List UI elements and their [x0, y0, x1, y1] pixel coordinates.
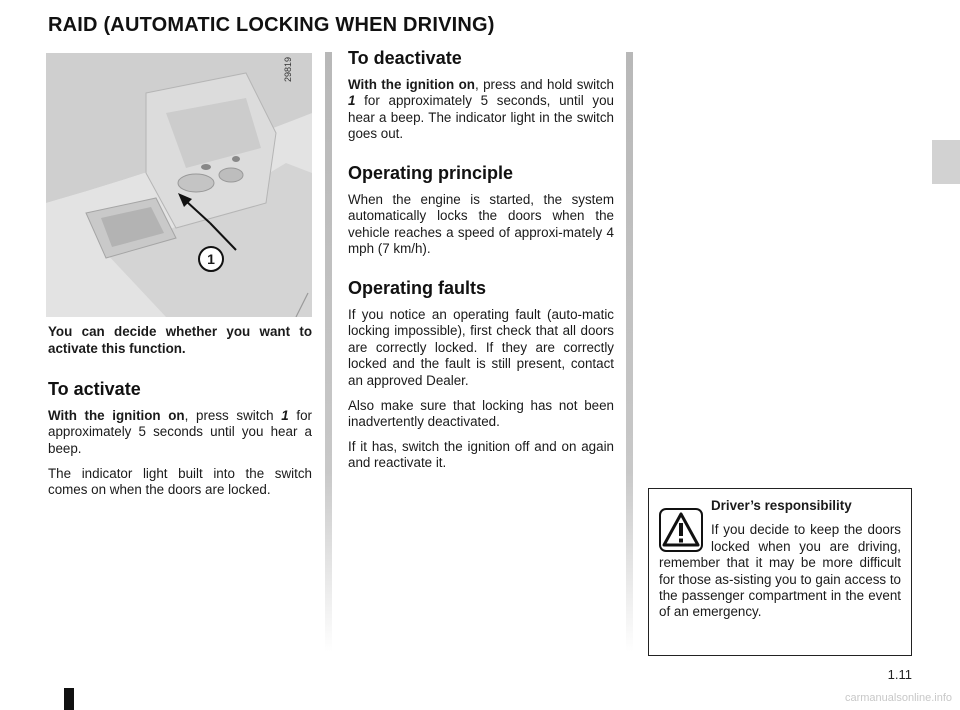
activate-text-b: for approximately 5 seconds until you hear a beep. — [48, 407, 312, 456]
warning-triangle-icon — [659, 508, 703, 552]
activate-lead: With the ignition on — [48, 407, 185, 423]
activate-paragraph — [48, 408, 312, 458]
left-column — [48, 324, 312, 507]
middle-column — [348, 50, 614, 480]
activate-text-a: , press switch — [184, 407, 282, 423]
warning-title: Driver’s responsibility — [711, 498, 852, 513]
intro-text: You can decide whether you want to activate this function. — [48, 324, 312, 356]
overhead-console-photo — [46, 53, 312, 317]
watermark: carmanualsonline.info — [844, 692, 952, 704]
deactivate-lead: With the ignition on — [348, 76, 475, 92]
callout-number: 1 — [198, 246, 224, 272]
warning-box — [648, 488, 912, 656]
principle-heading: Operating principle — [348, 162, 514, 183]
indicator-paragraph: The indicator light built into the switch comes on when the doors are locked. — [48, 465, 312, 498]
faults-heading: Operating faults — [348, 277, 487, 298]
deactivate-text-a: , press and hold switch — [474, 76, 614, 92]
switch-ref: 1 — [348, 93, 356, 109]
corner-mark — [64, 688, 74, 710]
chapter-tab-marker — [932, 140, 960, 184]
overhead-console-illustration — [46, 53, 312, 317]
deactivate-text-b: for approximately 5 seconds, until you hear a beep. The indicator light in the switch goes out. — [348, 93, 614, 142]
deactivate-heading: To deactivate — [348, 48, 462, 68]
column-divider-right — [626, 52, 633, 652]
page-title: RAID (AUTOMATIC LOCKING WHEN DRIVING) — [48, 14, 495, 36]
activate-heading: To activate — [48, 379, 141, 400]
warning-body: If you decide to keep the doors locked when you are driving, remember that it may be more difficult for those as-sisting you to gain access to the passenger compartment in the event of an emergency. — [659, 522, 901, 620]
column-divider-left — [325, 52, 332, 652]
faults-paragraph-3: If it has, switch the ignition off and on again and reactivate it. — [348, 438, 614, 471]
switch-ref: 1 — [281, 407, 289, 423]
faults-paragraph-2: Also make sure that locking has not been inadvertently deactivated. — [348, 397, 614, 430]
deactivate-paragraph — [348, 77, 614, 143]
page-number: 1.11 — [887, 667, 912, 682]
principle-paragraph: When the engine is started, the system automatically locks the doors when the vehicle reaches a speed of approxi-mately 4 mph (7 km/h). — [348, 191, 614, 257]
faults-paragraph-1: If you notice an operating fault (auto-matic locking impossible), first check that all doors are correctly locked. If they are correctly locked and the fault is still present, contact an approved Dealer. — [348, 306, 614, 388]
figure-reference-code: 29819 — [283, 56, 293, 82]
